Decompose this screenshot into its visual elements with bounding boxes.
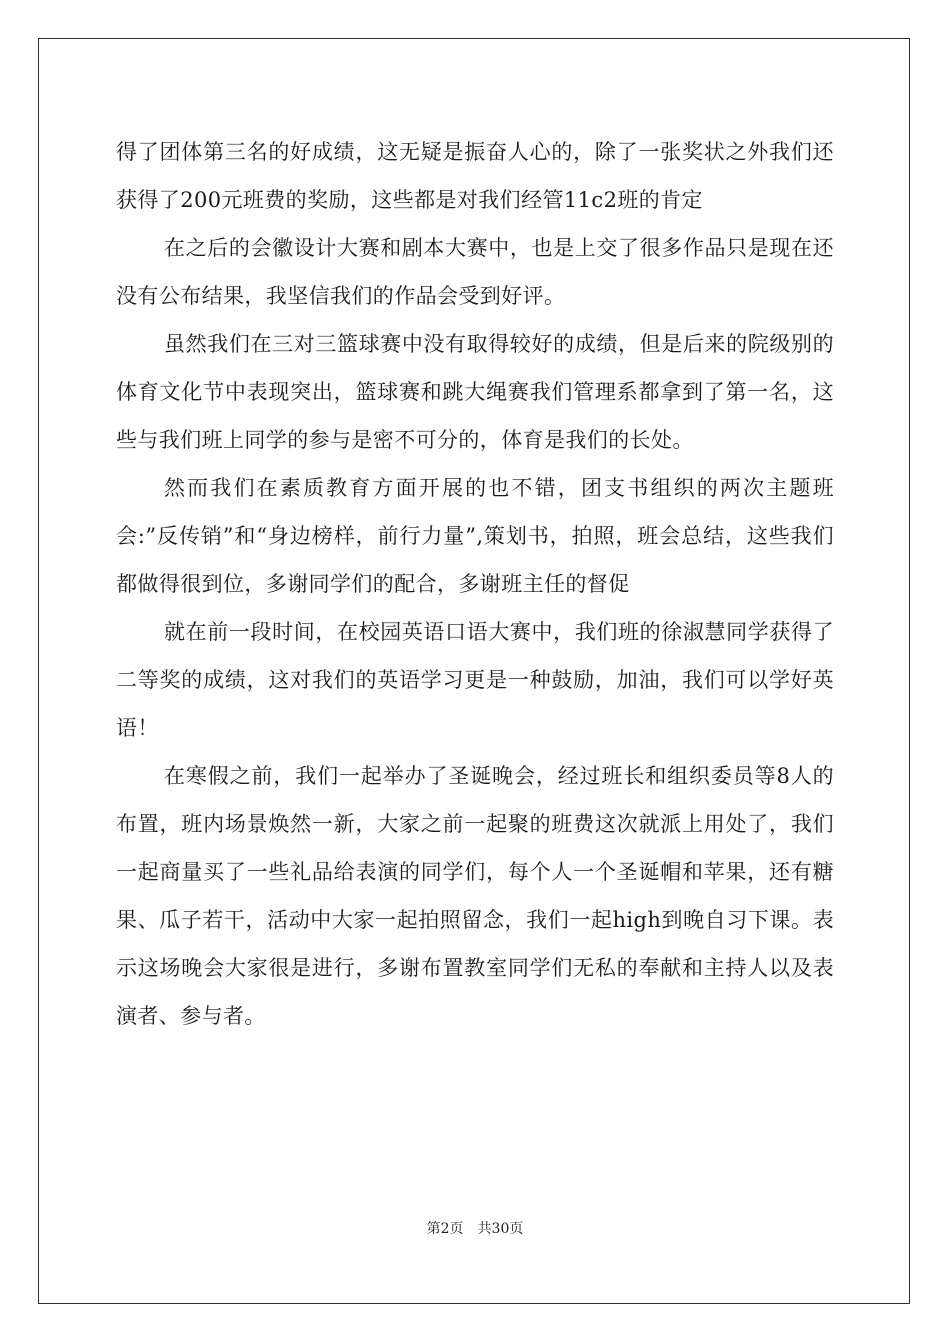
paragraph-6: 在寒假之前，我们一起举办了圣诞晚会，经过班长和组织委员等8人的布置，班内场景焕然一新，大家之前一起聚的班费这次就派上用处了，我们一起商量买了一些礼品给表演的同学们，每个人一个圣诞帽和苹果，还有糖果、瓜子若干，活动中大家一起拍照留念，我们一起high到晚自习下课。表示这场晚会大家很是进行，多谢布置教室同学们无私的奉献和主持人以及表演者、参与者。 (116, 764, 834, 1028)
paragraph-2: 在之后的会徽设计大赛和剧本大赛中，也是上交了很多作品只是现在还没有公布结果，我坚信我们的作品会受到好评。 (116, 236, 834, 308)
page-number: 第2页 (426, 1221, 464, 1237)
paragraph-4: 然而我们在素质教育方面开展的也不错，团支书组织的两次主题班会:”反传销”和“身边榜样，前行力量”,策划书，拍照，班会总结，这些我们都做得很到位，多谢同学们的配合，多谢班主任的督促 (116, 476, 834, 596)
paragraph-1: 得了团体第三名的好成绩，这无疑是振奋人心的，除了一张奖状之外我们还获得了200元班费的奖励，这些都是对我们经管11c2班的肯定 (116, 140, 834, 212)
document-body (116, 128, 834, 1040)
paragraph-3: 虽然我们在三对三篮球赛中没有取得较好的成绩，但是后来的院级别的体育文化节中表现突出，篮球赛和跳大绳赛我们管理系都拿到了第一名，这些与我们班上同学的参与是密不可分的，体育是我们的长处。 (116, 332, 834, 452)
page-footer (0, 1218, 950, 1238)
total-pages: 共30页 (477, 1221, 524, 1237)
paragraph-5: 就在前一段时间，在校园英语口语大赛中，我们班的徐淑慧同学获得了二等奖的成绩，这对我们的英语学习更是一种鼓励，加油，我们可以学好英语！ (116, 620, 834, 740)
